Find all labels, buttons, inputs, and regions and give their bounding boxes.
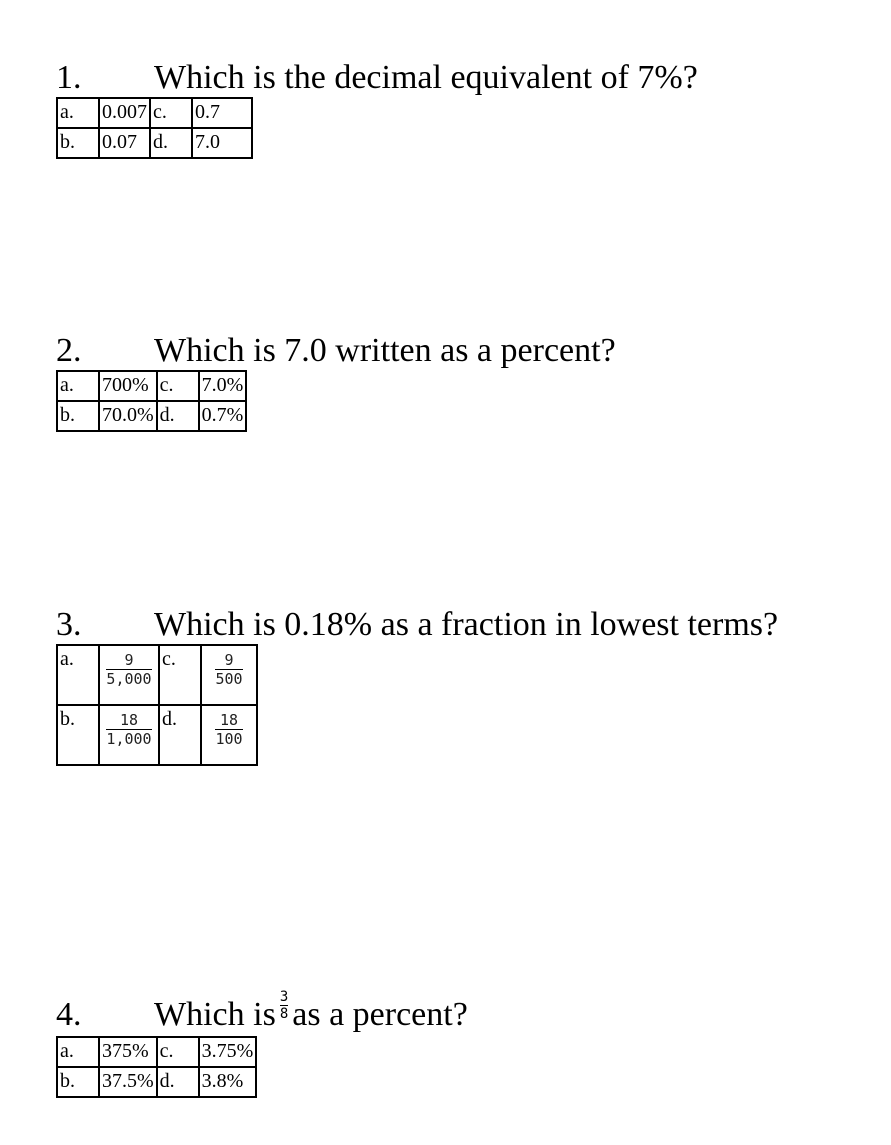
choice-letter-a: a. [57,371,99,401]
choice-c[interactable] [201,645,257,705]
choice-letter-a: a. [57,1037,99,1067]
question-number: 1. [56,59,82,96]
answer-choices-2 [56,370,247,432]
fraction-denominator: 100 [215,730,243,748]
question-text: Which is the decimal equivalent of 7%? [154,59,698,96]
choice-d[interactable] [201,705,257,765]
answer-choices-3 [56,644,258,766]
fraction [104,648,153,688]
choice-letter-d: d. [150,128,192,158]
choice-letter-b: b. [57,705,99,765]
choice-a[interactable]: 700% [99,371,157,401]
choice-letter-a: a. [57,98,99,128]
question-text: Which is 7.0 written as a percent? [154,332,616,369]
fraction-denominator: 8 [279,1005,289,1022]
choice-b[interactable]: 70.0% [99,401,157,431]
choice-letter-b: b. [57,128,99,158]
question-text [154,988,468,1035]
fraction-numerator: 18 [219,711,239,729]
choice-c[interactable]: 3.75% [199,1037,257,1067]
choice-letter-d: d. [157,1067,199,1097]
choice-b[interactable]: 0.07 [99,128,150,158]
choice-letter-d: d. [159,705,201,765]
choice-c[interactable]: 7.0% [199,371,247,401]
choice-letter-d: d. [157,401,199,431]
question-text: Which is 0.18% as a fraction in lowest terms? [154,606,779,643]
fraction [104,708,153,748]
question-number: 3. [56,606,82,643]
question-number: 4. [56,996,82,1033]
choice-row [57,371,246,401]
choice-row [57,128,252,158]
choice-b[interactable] [99,705,159,765]
question-fraction [280,989,288,1022]
fraction-denominator: 5,000 [106,670,152,688]
answer-choices-4 [56,1036,257,1098]
choice-c[interactable]: 0.7 [192,98,252,128]
choice-letter-c: c. [157,1037,199,1067]
fraction-numerator: 3 [279,988,289,1005]
fraction-numerator: 9 [124,651,134,669]
choice-a[interactable] [99,645,159,705]
choice-row [57,705,257,765]
fraction [213,648,244,688]
question-number: 2. [56,332,82,369]
choice-row [57,1067,256,1097]
choice-a[interactable]: 0.007 [99,98,150,128]
choice-letter-c: c. [150,98,192,128]
question-text-after: as a percent? [292,996,468,1033]
choice-a[interactable]: 375% [99,1037,157,1067]
fraction-denominator: 1,000 [106,730,152,748]
choice-row [57,401,246,431]
question-text-before: Which is [154,996,276,1033]
fraction-denominator: 500 [215,670,243,688]
choice-b[interactable]: 37.5% [99,1067,157,1097]
choice-d[interactable]: 3.8% [199,1067,257,1097]
choice-row [57,98,252,128]
fraction-numerator: 18 [119,711,139,729]
choice-d[interactable]: 0.7% [199,401,247,431]
fraction [213,708,244,748]
fraction-numerator: 9 [224,651,234,669]
choice-d[interactable]: 7.0 [192,128,252,158]
choice-letter-b: b. [57,401,99,431]
choice-row [57,645,257,705]
choice-letter-c: c. [159,645,201,705]
answer-choices-1 [56,97,253,159]
choice-letter-a: a. [57,645,99,705]
choice-row [57,1037,256,1067]
choice-letter-c: c. [157,371,199,401]
choice-letter-b: b. [57,1067,99,1097]
